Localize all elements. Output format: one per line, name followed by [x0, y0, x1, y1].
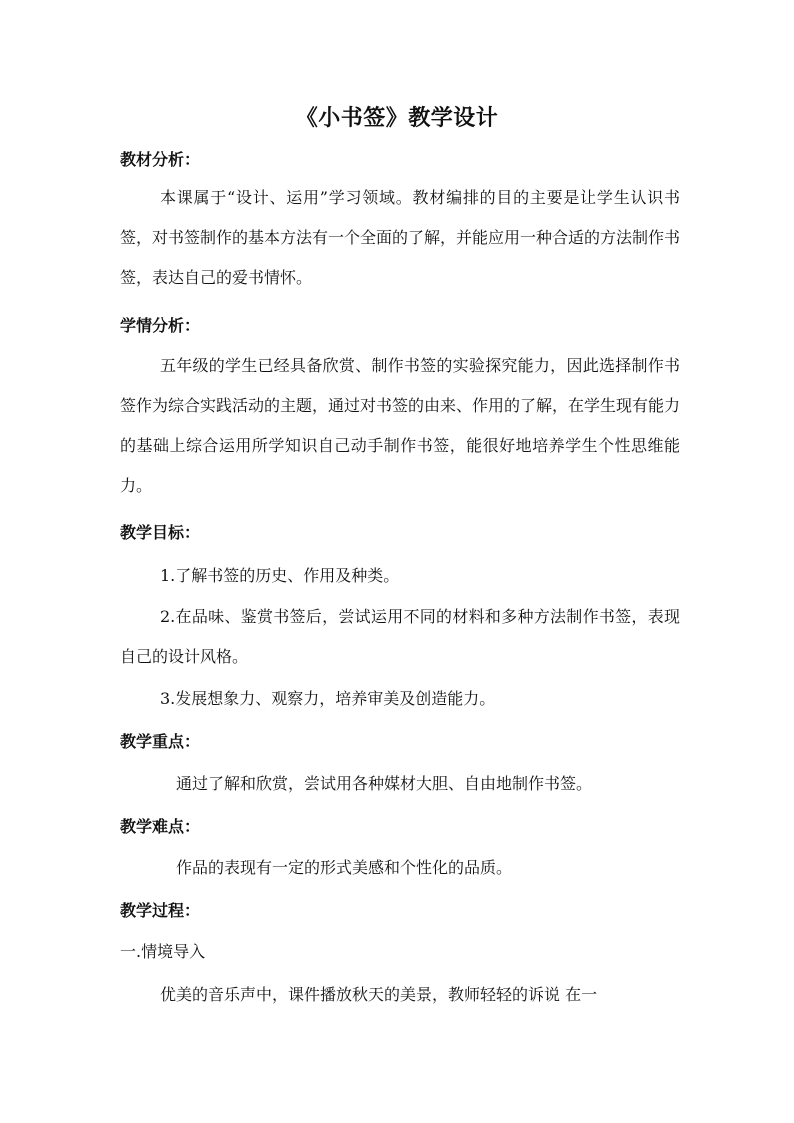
heading-teaching-process: 教学过程： — [120, 901, 201, 920]
heading-material-analysis: 教材分析： — [120, 150, 201, 169]
paragraph-material-analysis: 本课属于“设计、运用”学习领域。教材编排的目的主要是让学生认识书签，对书签制作的基本方法有一个全面的了解，并能应用一种合适的方法制作书签，表达自己的爱书情怀。 — [120, 188, 681, 287]
paragraph-student-analysis: 五年级的学生已经具备欣赏、制作书签的实验探究能力，因此选择制作书签作为综合实践活动的主题，通过对书签的由来、作用的了解，在学生现有能力的基础上综合运用所学知识自己动手制作书签，能很好地培养学生个性思维能力。 — [120, 356, 681, 495]
paragraph-difficulty: 作品的表现有一定的形式美感和个性化的品质。 — [176, 858, 513, 877]
process-step-1-text: 优美的音乐声中，课件播放秋天的美景，教师轻轻的诉说 在一 — [160, 985, 598, 1004]
goal-item-3: 3.发展想象力、观察力，培养审美及创造能力。 — [160, 689, 496, 708]
goal-item-2: 2.在品味、鉴赏书签后，尝试运用不同的材料和多种方法制作书签，表现自己的设计风格。 — [120, 607, 680, 666]
heading-teaching-goals: 教学目标： — [120, 523, 201, 542]
paragraph-key-point: 通过了解和欣赏，尝试用各种媒材大胆、自由地制作书签。 — [176, 774, 593, 793]
page-title: 《小书签》教学设计 — [295, 105, 499, 131]
goal-item-1: 1.了解书签的历史、作用及种类。 — [160, 566, 400, 585]
process-step-1-title: 一.情境导入 — [120, 942, 206, 961]
heading-student-analysis: 学情分析： — [120, 316, 201, 335]
heading-key-point: 教学重点： — [120, 732, 201, 751]
heading-difficulty: 教学难点： — [120, 817, 201, 836]
